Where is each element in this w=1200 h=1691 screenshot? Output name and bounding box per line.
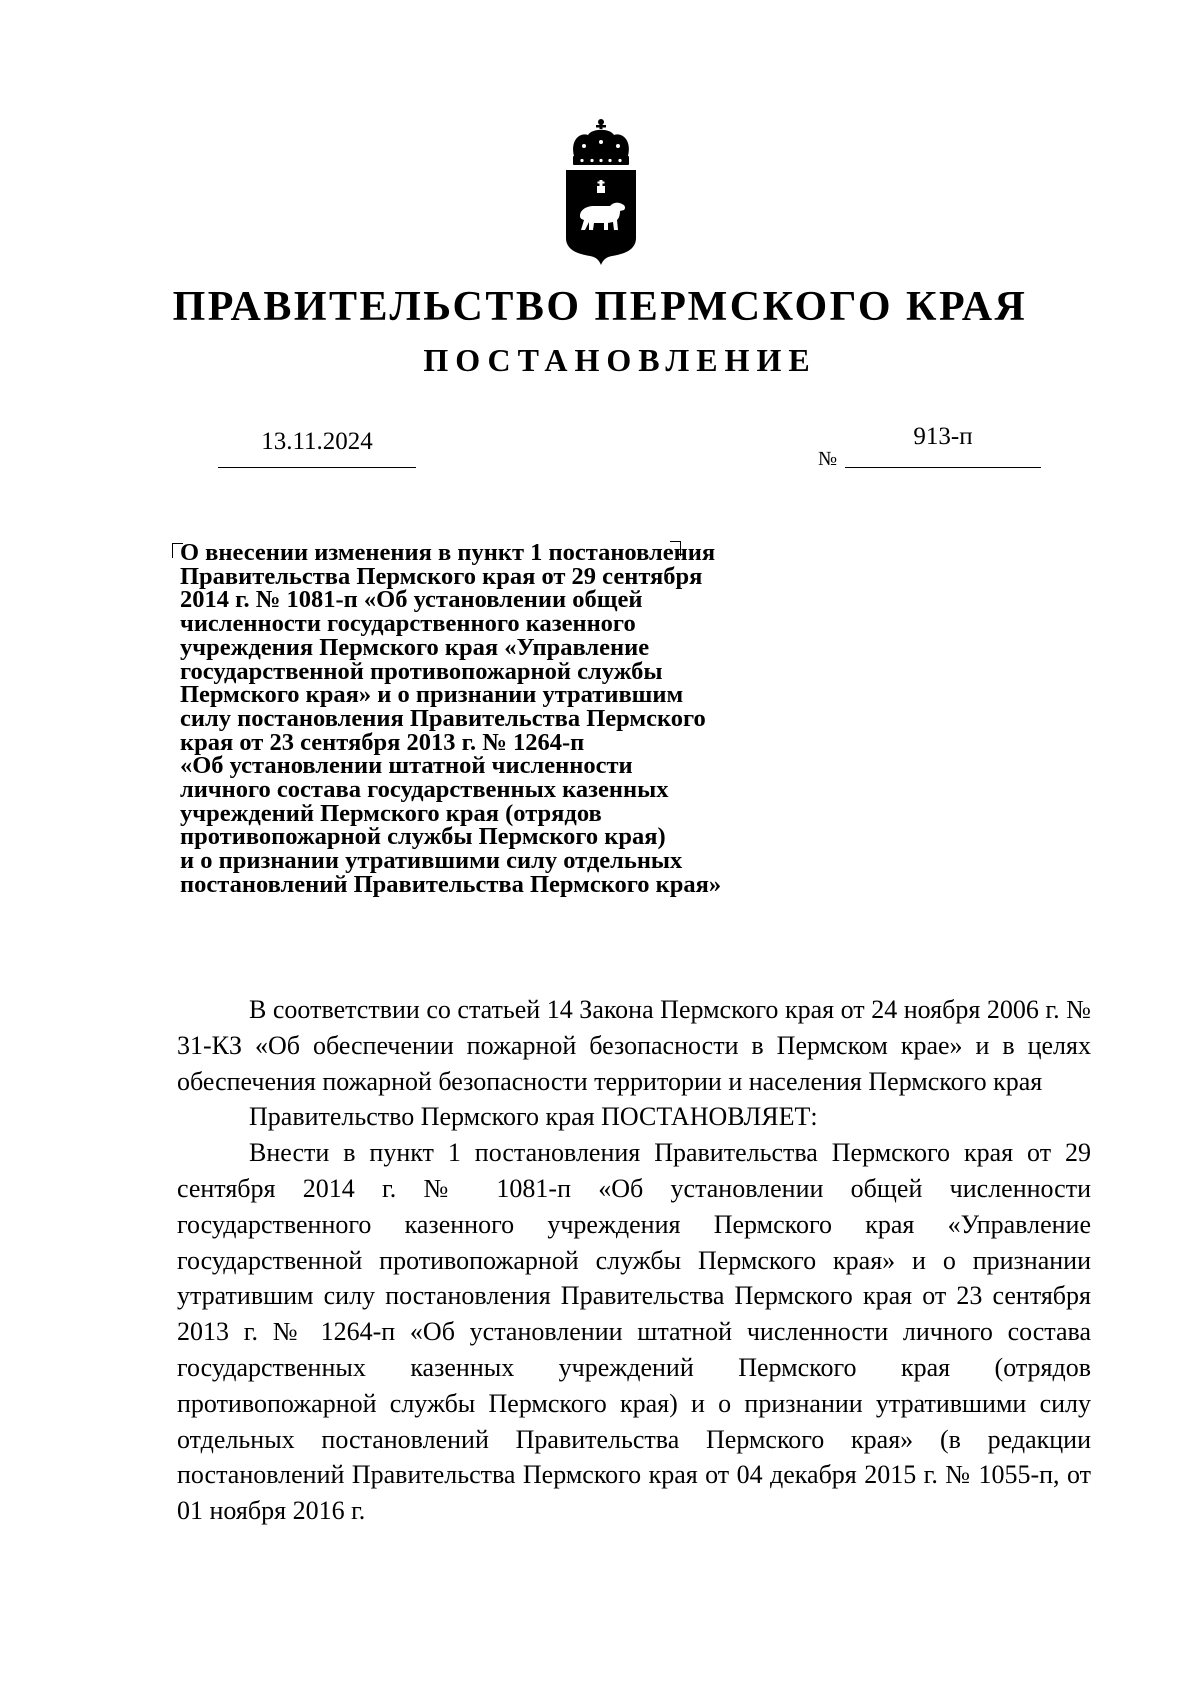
title-line: О внесении изменения в пункт 1 постановления	[180, 539, 716, 566]
title-line: силу постановления Правительства Пермского	[180, 704, 706, 732]
body-paragraph-amendment: Внести в пункт 1 постановления Правительства Пермского края от 29 сентября 2014 г. № 1081-п «Об установлении общей численности государственного казенного учреждения Пермского края «Управление государственной противопожарной службы Пермского края» и о признании утратившим силу постановления Правительства Пермского края от 23 сентября 2013 г. № 1264-п «Об установлении штатной численности личного состава государственных казенных учреждений Пермского края (отрядов противопожарной службы Пермского края) и о признании утратившими силу отдельных постановлений Правительства Пермского края» (в редакции постановлений Правительства Пермского края от 04 декабря 2015 г. № 1055-п, от 01 ноября 2016 г.	[177, 1138, 1091, 1526]
title-line: края от 23 сентября 2013 г. № 1264-п	[180, 728, 585, 756]
number-sign: №	[818, 448, 838, 470]
title-line: 2014 г. № 1081-п «Об установлении общей	[180, 586, 643, 614]
title-line: численности государственного казенного	[180, 610, 636, 638]
document-number: 913-п	[845, 420, 1041, 468]
title-line: Правительства Пермского края от 29 сентября	[180, 562, 703, 590]
body-paragraph-preamble: В соответствии со статьей 14 Закона Пермского края от 24 ноября 2006 г. № 31-КЗ «Об обеспечении пожарной безопасности в Пермском крае» и в целях обеспечения пожарной безопасности территории и населения Пермского края	[177, 995, 1091, 1096]
document-title	[180, 541, 830, 897]
title-line: Пермского края» и о признании утратившим	[180, 681, 684, 709]
title-line: личного состава государственных казенных	[180, 776, 669, 804]
document-type: ПОСТАНОВЛЕНИЕ	[423, 342, 817, 378]
title-line: «Об установлении штатной численности	[180, 752, 633, 780]
title-line: учреждений Пермского края (отрядов	[180, 799, 602, 827]
perm-krai-coat-of-arms-icon	[562, 118, 640, 268]
body-paragraph-resolves: Правительство Пермского края ПОСТАНОВЛЯЕТ:	[249, 1102, 818, 1132]
title-line: и о признании утратившими силу отдельных	[180, 847, 683, 875]
title-line: постановлений Правительства Пермского края»	[180, 870, 722, 898]
coat-of-arms-emblem	[562, 118, 640, 268]
organization-title: ПРАВИТЕЛЬСТВО ПЕРМСКОГО КРАЯ	[172, 284, 1028, 330]
document-body	[177, 992, 1091, 1529]
title-line: противопожарной службы Пермского края)	[180, 823, 666, 851]
title-line: государственной противопожарной службы	[180, 657, 663, 685]
document-date: 13.11.2024	[218, 425, 416, 468]
title-line: учреждения Пермского края «Управление	[180, 633, 650, 661]
